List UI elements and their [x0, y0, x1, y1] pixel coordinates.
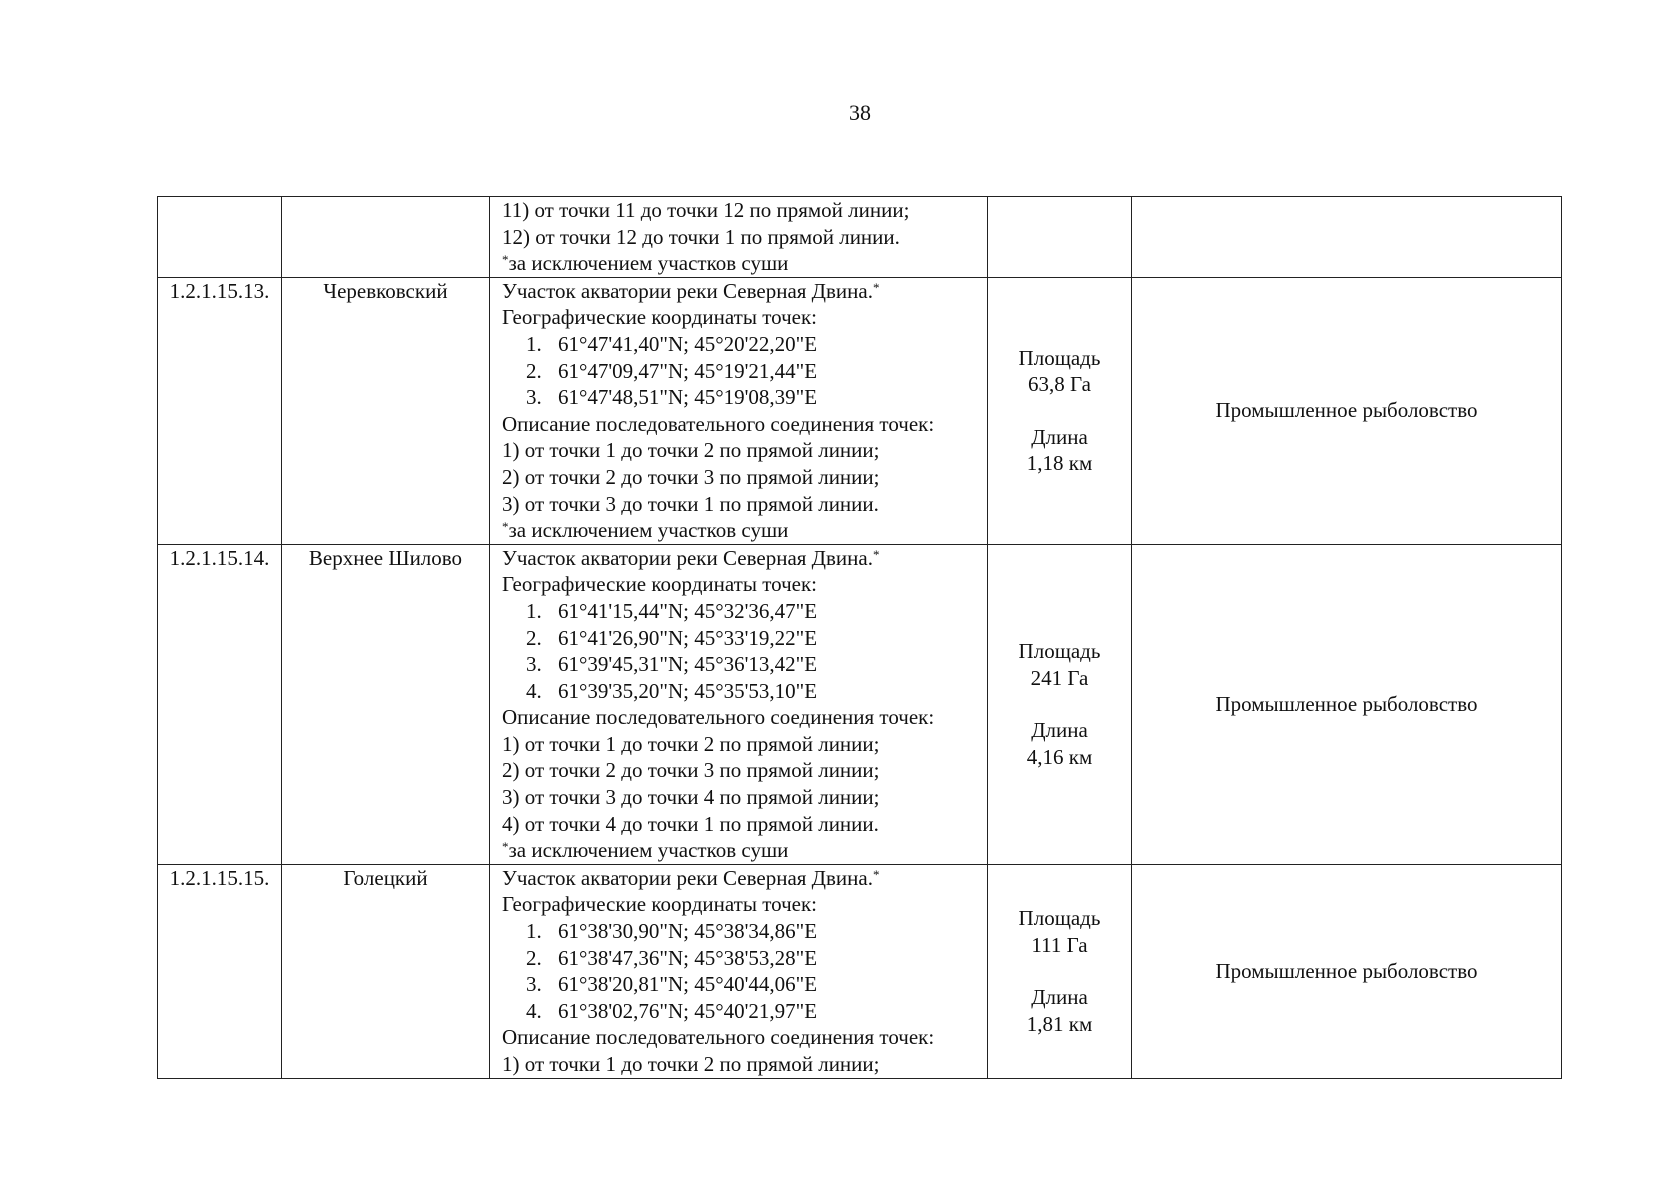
- coordinate-value: 61°38'20,81"N; 45°40'44,06"E: [558, 972, 818, 997]
- area-name-cell: Верхнее Шилово: [282, 544, 490, 864]
- area-name-cell: Голецкий: [282, 864, 490, 1078]
- row-number-cell: 1.2.1.15.14.: [158, 544, 282, 864]
- coords-title: Географические координаты точек:: [502, 305, 817, 330]
- connection-line: 11) от точки 11 до точки 12 по прямой линии;: [502, 198, 910, 222]
- connection-line: 2) от точки 2 до точки 3 по прямой линии;: [502, 758, 880, 783]
- size-cell: [988, 864, 1132, 1078]
- table-row: [158, 544, 1562, 864]
- asterisk-mark: *: [502, 839, 509, 855]
- table-row: [158, 864, 1562, 1078]
- coordinate-index: 1.: [526, 919, 542, 944]
- coords-title: Географические координаты точек:: [502, 892, 817, 917]
- length-label: Длина: [1031, 424, 1088, 449]
- coordinate-item: [502, 971, 981, 998]
- length-label: Длина: [1031, 718, 1088, 743]
- connection-line: 2) от точки 2 до точки 3 по прямой линии;: [502, 464, 880, 489]
- coordinate-index: 4.: [526, 678, 542, 703]
- length-value: 1,18 км: [1026, 451, 1093, 476]
- area-value: 111 Га: [1031, 932, 1088, 957]
- coordinate-value: 61°39'35,20"N; 45°35'53,10"E: [558, 678, 818, 703]
- coordinate-item: [502, 598, 981, 625]
- coordinate-item: [502, 678, 981, 705]
- footnote-text: за исключением участков суши: [508, 251, 789, 276]
- length-value: 1,81 км: [1026, 1011, 1093, 1036]
- coordinate-index: 2.: [526, 358, 542, 383]
- description-cell: [490, 864, 988, 1078]
- coordinate-item: [502, 384, 981, 411]
- length-label: Длина: [1031, 985, 1088, 1010]
- coordinate-item: [502, 945, 981, 972]
- coordinate-value: 61°47'41,40"N; 45°20'22,20"E: [558, 331, 818, 356]
- footnote: [502, 837, 981, 864]
- coordinate-value: 61°39'45,31"N; 45°36'13,42"E: [558, 652, 818, 677]
- intro-text: Участок акватории реки Северная Двина.: [502, 865, 873, 890]
- connection-line: 1) от точки 1 до точки 2 по прямой линии;: [502, 731, 880, 756]
- connection-line: 1) от точки 1 до точки 2 по прямой линии;: [502, 1052, 880, 1076]
- description-intro: [502, 545, 981, 572]
- area-value: 241 Га: [1030, 665, 1089, 690]
- area-value: 63,8 Га: [1028, 372, 1091, 397]
- description-intro: [502, 865, 981, 892]
- area-name-cell: [282, 197, 490, 278]
- connection-title: Описание последовательного соединения точек:: [502, 411, 935, 436]
- coordinate-item: [502, 918, 981, 945]
- coordinate-index: 1.: [526, 598, 542, 623]
- area-label: Площадь: [1018, 345, 1101, 370]
- size-spacer: [994, 398, 1125, 424]
- usage-cell: Промышленное рыболовство: [1132, 277, 1562, 544]
- coordinate-value: 61°47'09,47"N; 45°19'21,44"E: [558, 358, 818, 383]
- page-number: 38: [849, 100, 871, 125]
- asterisk-mark: *: [502, 519, 509, 535]
- area-label: Площадь: [1018, 639, 1101, 664]
- coords-title: Географические координаты точек:: [502, 572, 817, 597]
- footnote: [502, 250, 981, 277]
- coordinate-index: 3.: [526, 972, 542, 997]
- description-cell: [490, 197, 988, 278]
- connection-line: 4) от точки 4 до точки 1 по прямой линии.: [502, 811, 879, 836]
- coordinate-index: 2.: [526, 625, 542, 650]
- asterisk-mark: *: [502, 252, 509, 268]
- coordinate-value: 61°38'02,76"N; 45°40'21,97"E: [558, 998, 818, 1023]
- coordinate-index: 2.: [526, 945, 542, 970]
- area-name-cell: Черевковский: [282, 277, 490, 544]
- connection-line: 3) от точки 3 до точки 1 по прямой линии.: [502, 491, 879, 516]
- row-number-cell: 1.2.1.15.13.: [158, 277, 282, 544]
- coordinate-item: [502, 331, 981, 358]
- footnote: [502, 517, 981, 544]
- usage-cell: Промышленное рыболовство: [1132, 544, 1562, 864]
- connection-line: 1) от точки 1 до точки 2 по прямой линии;: [502, 438, 880, 463]
- connection-title: Описание последовательного соединения точек:: [502, 705, 935, 730]
- coordinate-index: 4.: [526, 998, 542, 1023]
- table-row: [158, 277, 1562, 544]
- coordinate-item: [502, 651, 981, 678]
- usage-cell: Промышленное рыболовство: [1132, 864, 1562, 1078]
- connection-title: Описание последовательного соединения точек:: [502, 1025, 935, 1050]
- coordinate-item: [502, 358, 981, 385]
- area-label: Площадь: [1018, 906, 1101, 931]
- length-value: 4,16 км: [1026, 744, 1093, 769]
- water-areas-table: [157, 196, 1562, 1079]
- coordinate-value: 61°47'48,51"N; 45°19'08,39"E: [558, 385, 818, 410]
- coordinate-value: 61°38'30,90"N; 45°38'34,86"E: [558, 919, 818, 944]
- connection-line: 3) от точки 3 до точки 4 по прямой линии;: [502, 785, 880, 810]
- coordinate-index: 3.: [526, 385, 542, 410]
- row-number-cell: [158, 197, 282, 278]
- description-intro: [502, 278, 981, 305]
- size-spacer: [994, 958, 1125, 984]
- coordinate-item: [502, 625, 981, 652]
- asterisk-mark: *: [872, 546, 880, 562]
- footnote-text: за исключением участков суши: [508, 838, 789, 863]
- asterisk-mark: *: [872, 866, 880, 882]
- description-cell: [490, 544, 988, 864]
- usage-cell: [1132, 197, 1562, 278]
- size-cell: [988, 277, 1132, 544]
- coordinate-index: 1.: [526, 331, 542, 356]
- connection-line: 12) от точки 12 до точки 1 по прямой линии.: [502, 224, 900, 249]
- size-spacer: [994, 691, 1125, 717]
- size-cell: [988, 544, 1132, 864]
- coordinate-value: 61°41'26,90"N; 45°33'19,22"E: [558, 625, 818, 650]
- intro-text: Участок акватории реки Северная Двина.: [502, 278, 873, 303]
- description-cell: [490, 277, 988, 544]
- coordinate-item: [502, 998, 981, 1025]
- coordinate-value: 61°41'15,44"N; 45°32'36,47"E: [558, 598, 818, 623]
- size-cell: [988, 197, 1132, 278]
- table-row: [158, 197, 1562, 278]
- row-number-cell: 1.2.1.15.15.: [158, 864, 282, 1078]
- intro-text: Участок акватории реки Северная Двина.: [502, 545, 873, 570]
- asterisk-mark: *: [872, 279, 880, 295]
- coordinate-index: 3.: [526, 652, 542, 677]
- coordinate-value: 61°38'47,36"N; 45°38'53,28"E: [558, 945, 818, 970]
- footnote-text: за исключением участков суши: [508, 518, 789, 543]
